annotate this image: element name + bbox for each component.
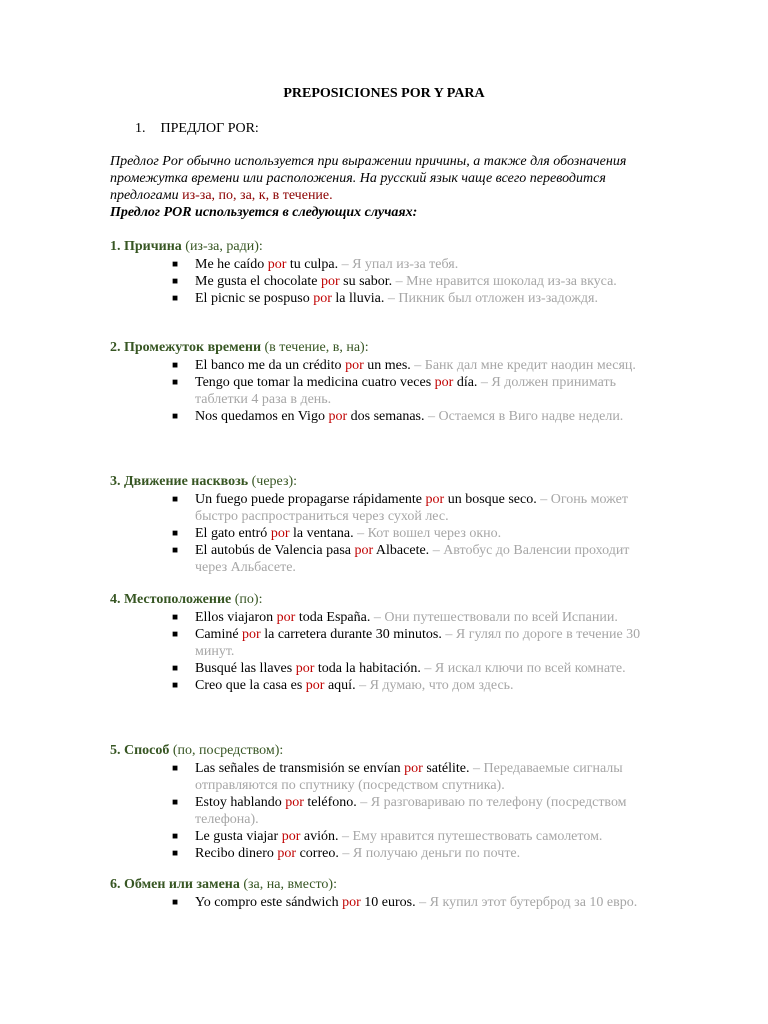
- section-6-subtitle: (за, на, вместо):: [239, 877, 337, 892]
- list-item: ■ Yo compro este sándwich por 10 euros. – Я купил этот бутерброд за 10 евро.: [172, 895, 638, 910]
- bullet-icon: ■: [172, 831, 179, 842]
- list-item: ■ Nos quedamos en Vigo por dos semanas. – Остаемся в Виго надве недели.: [172, 409, 624, 424]
- list-item: ■ Un fuego puede propagarse rápidamente por un bosque seco. – Огонь может быстро распространиться через сухой лес.: [172, 492, 628, 524]
- bullet-icon: ■: [172, 276, 179, 287]
- section-2: [110, 339, 655, 425]
- list-item: ■ Creo que la casa es por aquí. – Я думаю, что дом здесь.: [172, 678, 514, 693]
- list-item: ■ El banco me da un crédito por un mes. – Банк дал мне кредит наодин месяц.: [172, 358, 636, 373]
- bullet-icon: ■: [172, 848, 179, 859]
- section-3-heading: [110, 473, 655, 490]
- section-4: [110, 591, 655, 694]
- intro-end: .: [329, 188, 333, 203]
- bullet-icon: ■: [172, 763, 179, 774]
- list-item: ■ Estoy hablando por teléfono. – Я разговариваю по телефону (посредством телефона).: [172, 795, 627, 827]
- section-3: [110, 473, 655, 576]
- section-6: [110, 876, 655, 911]
- section-6-list: [110, 894, 655, 911]
- section-5-subtitle: (по, посредством):: [169, 743, 284, 758]
- section-2-subtitle: (в течение, в, на):: [261, 340, 369, 355]
- section-2-title: 2. Промежуток времени: [110, 340, 262, 355]
- intro-bold-line: Предлог POR используется в следующих случаях:: [110, 205, 418, 220]
- section-1: [110, 238, 655, 307]
- section-1-title: 1. Причина: [110, 239, 182, 254]
- list-item: ■ Las señales de transmisión se envían por satélite. – Передаваемые сигналы отправляются по спутнику (посредством спутника).: [172, 761, 623, 793]
- section-2-heading: [110, 339, 655, 356]
- section-heading: [135, 121, 259, 137]
- bullet-icon: ■: [172, 797, 179, 808]
- section-4-subtitle: (по):: [231, 592, 263, 607]
- section-1-list: [110, 256, 655, 307]
- list-item: ■ Me gusta el chocolate por su sabor. – Мне нравится шоколад из-за вкуса.: [172, 274, 617, 289]
- list-item: ■ Caminé por la carretera durante 30 minutos. – Я гулял по дороге в течение 30 минут.: [172, 627, 641, 659]
- bullet-icon: ■: [172, 680, 179, 691]
- list-item: ■ Le gusta viajar por avión. – Ему нравится путешествовать самолетом.: [172, 829, 603, 844]
- section-6-heading: [110, 876, 655, 893]
- bullet-icon: ■: [172, 545, 179, 556]
- bullet-icon: ■: [172, 494, 179, 505]
- section-5-heading: [110, 742, 655, 759]
- bullet-icon: ■: [172, 663, 179, 674]
- bullet-icon: ■: [172, 897, 179, 908]
- section-5-list: [110, 760, 655, 862]
- heading-text: ПРЕДЛОГ POR:: [160, 121, 259, 136]
- section-5: [110, 742, 655, 862]
- section-3-subtitle: (через):: [248, 474, 298, 489]
- document-title: PREPOSICIONES POR Y PARA: [283, 86, 485, 101]
- list-item: ■ El picnic se pospuso por la lluvia. – Пикник был отложен из-задождя.: [172, 291, 598, 306]
- list-item: ■ Ellos viajaron por toda España. – Они путешествовали по всей Испании.: [172, 610, 618, 625]
- section-6-title: 6. Обмен или замена: [110, 877, 240, 892]
- section-5-title: 5. Способ: [110, 743, 170, 758]
- bullet-icon: ■: [172, 612, 179, 623]
- bullet-icon: ■: [172, 360, 179, 371]
- intro-paragraph: [110, 153, 630, 204]
- section-2-list: [110, 357, 655, 425]
- bullet-icon: ■: [172, 377, 179, 388]
- section-4-list: [110, 609, 655, 694]
- list-item: ■ Tengo que tomar la medicina cuatro veces por día. – Я должен принимать таблетки 4 раза в день.: [172, 375, 616, 407]
- section-3-title: 3. Движение насквозь: [110, 474, 249, 489]
- section-3-list: [110, 491, 655, 576]
- intro-text: Предлог Por обычно используется при выражении причины, а также для обозначения промежутка времени или расположения. На русский язык чаще всего переводится предлогами: [110, 154, 627, 203]
- section-1-subtitle: (из-за, ради):: [181, 239, 263, 254]
- section-4-title: 4. Местоположение: [110, 592, 232, 607]
- intro-highlight: из-за, по, за, к, в течение: [182, 188, 330, 203]
- bullet-icon: ■: [172, 528, 179, 539]
- list-item: ■ El gato entró por la ventana. – Кот вошел через окно.: [172, 526, 502, 541]
- bullet-icon: ■: [172, 259, 179, 270]
- section-1-heading: [110, 238, 655, 255]
- list-item: ■ Me he caído por tu culpa. – Я упал из-за тебя.: [172, 257, 459, 272]
- bullet-icon: ■: [172, 293, 179, 304]
- bullet-icon: ■: [172, 411, 179, 422]
- list-item: ■ El autobús de Valencia pasa por Albacete. – Автобус до Валенсии проходит через Альбасете.: [172, 543, 630, 575]
- heading-number: 1.: [135, 121, 146, 136]
- list-item: ■ Busqué las llaves por toda la habitación. – Я искал ключи по всей комнате.: [172, 661, 626, 676]
- section-4-heading: [110, 591, 655, 608]
- list-item: ■ Recibo dinero por correo. – Я получаю деньги по почте.: [172, 846, 521, 861]
- bullet-icon: ■: [172, 629, 179, 640]
